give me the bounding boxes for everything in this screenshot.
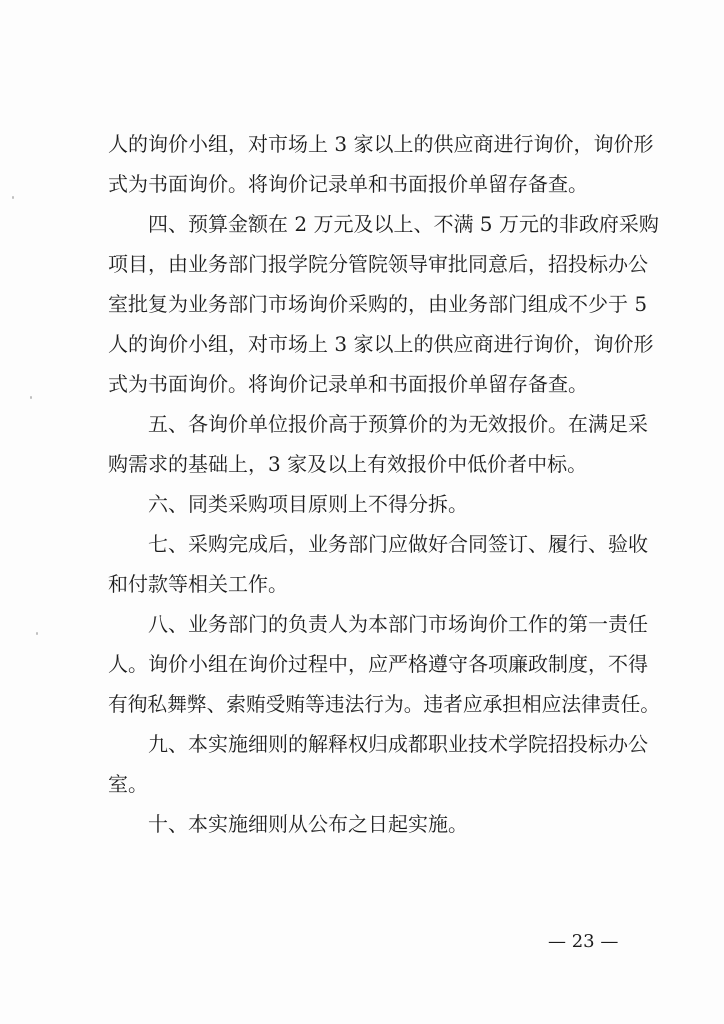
text-line-3: 四、预算金额在 2 万元及以上、不满 5 万元的非政府采购: [148, 212, 659, 236]
text-line-4: 项目，由业务部门报学院分管院领导审批同意后，招投标办公: [108, 252, 648, 276]
text-line-5: 室批复为业务部门市场询价采购的，由业务部门组成不少于 5: [108, 292, 648, 316]
text-line-8: 五、各询价单位报价高于预算价的为无效报价。在满足采: [148, 412, 648, 436]
text-line-1: 人的询价小组，对市场上 3 家以上的供应商进行询价，询价形: [108, 132, 654, 156]
text-line-16: 九、本实施细则的解释权归成都职业技术学院招投标办公: [148, 732, 648, 756]
text-line-15: 有徇私舞弊、索贿受贿等违法行为。违者应承担相应法律责任。: [108, 692, 660, 716]
text-line-7: 式为书面询价。将询价记录单和书面报价单留存备查。: [108, 372, 588, 396]
text-line-17: 室。: [108, 772, 148, 796]
text-line-13: 八、业务部门的负责人为本部门市场询价工作的第一责任: [148, 612, 648, 636]
text-line-14: 人。询价小组在询价过程中，应严格遵守各项廉政制度，不得: [108, 652, 648, 676]
text-line-10: 六、同类采购项目原则上不得分拆。: [148, 492, 468, 516]
scan-speck: [12, 196, 14, 199]
text-line-2: 式为书面询价。将询价记录单和书面报价单留存备查。: [108, 172, 588, 196]
text-line-18: 十、本实施细则从公布之日起实施。: [148, 812, 468, 836]
scan-speck: [36, 632, 38, 635]
page-number: — 23 —: [548, 931, 619, 952]
text-line-12: 和付款等相关工作。: [108, 572, 288, 596]
text-line-9: 购需求的基础上，3 家及以上有效报价中低价者中标。: [108, 452, 588, 476]
text-line-11: 七、采购完成后，业务部门应做好合同签订、履行、验收: [148, 532, 648, 556]
text-line-6: 人的询价小组，对市场上 3 家以上的供应商进行询价，询价形: [108, 332, 654, 356]
scan-speck: [30, 396, 32, 399]
